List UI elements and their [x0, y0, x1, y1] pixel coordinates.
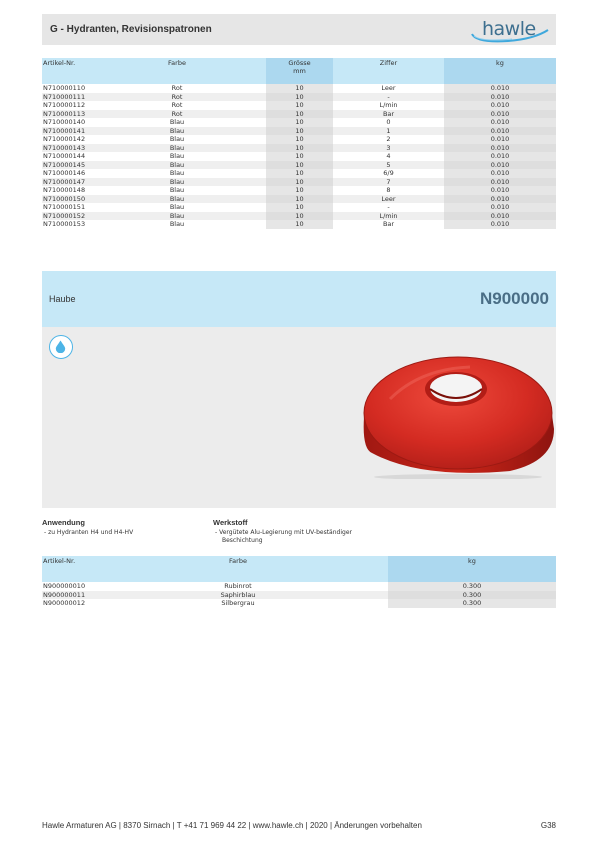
cell-ziffer: 3: [333, 144, 444, 153]
cell-ziffer: 6/9: [333, 169, 444, 178]
product-name: Haube: [49, 294, 76, 304]
page-number: G38: [540, 821, 556, 830]
cell-artikel: N710000148: [42, 186, 88, 195]
col-header-farbe: Farbe: [88, 58, 266, 84]
table-row: [42, 582, 556, 591]
table-row: [42, 127, 556, 136]
cell-farbe: Rot: [88, 93, 266, 102]
cell-kg: 0.010: [444, 101, 556, 110]
cell-groesse: 10: [266, 144, 333, 153]
col-header-kg: kg: [388, 556, 556, 582]
cell-groesse: 10: [266, 186, 333, 195]
table-row: [42, 220, 556, 229]
anwendung-title: Anwendung: [42, 518, 85, 527]
cell-groesse: 10: [266, 118, 333, 127]
table-row: [42, 178, 556, 187]
col-header-artikel: Artikel-Nr.: [42, 556, 88, 582]
cell-artikel: N710000144: [42, 152, 88, 161]
product-banner: [42, 271, 556, 327]
table-row: [42, 212, 556, 221]
cell-kg: 0.010: [444, 135, 556, 144]
werkstoff-item-continued: Beschichtung: [222, 537, 263, 544]
col-header-farbe: Farbe: [88, 556, 388, 582]
table-row: [42, 118, 556, 127]
cell-artikel: N710000141: [42, 127, 88, 136]
table-row: [42, 110, 556, 119]
werkstoff-section: [213, 518, 352, 544]
cell-farbe: Blau: [88, 195, 266, 204]
cell-kg: 0.010: [444, 186, 556, 195]
hawle-logo: [468, 16, 550, 44]
cell-groesse: 10: [266, 93, 333, 102]
table-header-row: [42, 556, 556, 582]
cell-ziffer: 1: [333, 127, 444, 136]
cell-ziffer: -: [333, 93, 444, 102]
col-header-groesse-unit: mm: [293, 67, 306, 75]
cell-groesse: 10: [266, 212, 333, 221]
haube-table-body: [42, 582, 556, 608]
cell-groesse: 10: [266, 127, 333, 136]
table-row: [42, 599, 556, 608]
cell-ziffer: Leer: [333, 84, 444, 93]
col-header-groesse-label: Grösse: [288, 59, 311, 67]
cell-artikel: N900000010: [42, 582, 88, 591]
cell-groesse: 10: [266, 110, 333, 119]
cell-groesse: 10: [266, 178, 333, 187]
cell-groesse: 10: [266, 169, 333, 178]
col-header-kg: kg: [444, 58, 556, 84]
cell-ziffer: 0: [333, 118, 444, 127]
anwendung-item: - zu Hydranten H4 und H4-HV: [44, 529, 134, 536]
cell-farbe: Blau: [88, 144, 266, 153]
werkstoff-title: Werkstoff: [213, 518, 248, 527]
cell-artikel: N710000111: [42, 93, 88, 102]
cell-ziffer: Bar: [333, 220, 444, 229]
cell-groesse: 10: [266, 135, 333, 144]
cell-ziffer: L/min: [333, 212, 444, 221]
cell-farbe: Blau: [88, 118, 266, 127]
table-header-row: [42, 58, 556, 84]
cell-groesse: 10: [266, 195, 333, 204]
cell-artikel: N710000113: [42, 110, 88, 119]
cell-kg: 0.010: [444, 152, 556, 161]
cell-kg: 0.300: [388, 599, 556, 608]
cell-artikel: N710000153: [42, 220, 88, 229]
product-code: N900000: [479, 289, 549, 308]
table-row: [42, 152, 556, 161]
cell-ziffer: Leer: [333, 195, 444, 204]
cell-ziffer: 7: [333, 178, 444, 187]
logo-text: hawle: [482, 17, 536, 40]
cartridge-table-body: [42, 84, 556, 229]
table-row: [42, 195, 556, 204]
cell-kg: 0.010: [444, 118, 556, 127]
table-row: [42, 93, 556, 102]
col-header-artikel: Artikel-Nr.: [42, 58, 88, 84]
cell-artikel: N900000011: [42, 591, 88, 600]
cell-artikel: N710000142: [42, 135, 88, 144]
cell-artikel: N710000146: [42, 169, 88, 178]
page-footer: [42, 821, 556, 830]
cell-groesse: 10: [266, 101, 333, 110]
cell-artikel: N710000147: [42, 178, 88, 187]
cell-artikel: N710000112: [42, 101, 88, 110]
cell-artikel: N900000012: [42, 599, 88, 608]
cell-groesse: 10: [266, 203, 333, 212]
col-header-groesse: [266, 58, 333, 84]
cell-artikel: N710000151: [42, 203, 88, 212]
cell-artikel: N710000140: [42, 118, 88, 127]
cell-ziffer: -: [333, 203, 444, 212]
cell-groesse: 10: [266, 152, 333, 161]
cell-kg: 0.300: [388, 591, 556, 600]
footer-contact: Hawle Armaturen AG | 8370 Sirnach | T +41 71 969 44 22 | www.hawle.ch | 2020 | Änderungen vorbehalten: [42, 821, 422, 830]
cell-artikel: N710000150: [42, 195, 88, 204]
cartridge-table: [42, 58, 556, 229]
cell-farbe: Blau: [88, 135, 266, 144]
table-row: [42, 135, 556, 144]
cell-kg: 0.010: [444, 127, 556, 136]
cell-farbe: Rubinrot: [88, 582, 388, 591]
table-row: [42, 203, 556, 212]
cell-kg: 0.010: [444, 203, 556, 212]
cell-farbe: Blau: [88, 186, 266, 195]
cell-ziffer: 4: [333, 152, 444, 161]
product-panel: [42, 327, 556, 508]
anwendung-section: [42, 518, 133, 537]
table-row: [42, 169, 556, 178]
cell-kg: 0.010: [444, 84, 556, 93]
cell-artikel: N710000110: [42, 84, 88, 93]
cell-ziffer: 8: [333, 186, 444, 195]
cell-farbe: Rot: [88, 84, 266, 93]
cell-farbe: Blau: [88, 220, 266, 229]
cell-farbe: Silbergrau: [88, 599, 388, 608]
cell-kg: 0.010: [444, 110, 556, 119]
page-title: G - Hydranten, Revisionspatronen: [50, 24, 212, 35]
cell-farbe: Blau: [88, 169, 266, 178]
table-row: [42, 144, 556, 153]
cell-farbe: Blau: [88, 203, 266, 212]
cell-ziffer: Bar: [333, 110, 444, 119]
cell-farbe: Saphirblau: [88, 591, 388, 600]
cell-farbe: Blau: [88, 178, 266, 187]
cell-kg: 0.010: [444, 161, 556, 170]
col-header-ziffer: Ziffer: [333, 58, 444, 84]
cell-artikel: N710000152: [42, 212, 88, 221]
cell-kg: 0.010: [444, 195, 556, 204]
cell-artikel: N710000143: [42, 144, 88, 153]
cell-kg: 0.010: [444, 93, 556, 102]
table-row: [42, 591, 556, 600]
cell-groesse: 10: [266, 161, 333, 170]
table-row: [42, 101, 556, 110]
cell-artikel: N710000145: [42, 161, 88, 170]
table-row: [42, 84, 556, 93]
cell-kg: 0.010: [444, 212, 556, 221]
cell-kg: 0.010: [444, 169, 556, 178]
table-row: [42, 186, 556, 195]
cell-kg: 0.010: [444, 144, 556, 153]
cell-farbe: Blau: [88, 161, 266, 170]
cell-farbe: Blau: [88, 127, 266, 136]
cell-kg: 0.010: [444, 220, 556, 229]
werkstoff-item: - Vergütete Alu-Legierung mit UV-beständiger: [215, 529, 352, 536]
cell-ziffer: 5: [333, 161, 444, 170]
water-drop-icon: [49, 335, 73, 359]
table-row: [42, 161, 556, 170]
cell-ziffer: 2: [333, 135, 444, 144]
cell-groesse: 10: [266, 84, 333, 93]
cell-farbe: Rot: [88, 110, 266, 119]
cell-kg: 0.300: [388, 582, 556, 591]
page-header: [42, 14, 556, 45]
cell-farbe: Blau: [88, 152, 266, 161]
cell-kg: 0.010: [444, 178, 556, 187]
cell-farbe: Rot: [88, 101, 266, 110]
cell-ziffer: L/min: [333, 101, 444, 110]
haube-table: [42, 556, 556, 608]
cell-farbe: Blau: [88, 212, 266, 221]
cell-groesse: 10: [266, 220, 333, 229]
haube-product-image: [360, 349, 556, 479]
